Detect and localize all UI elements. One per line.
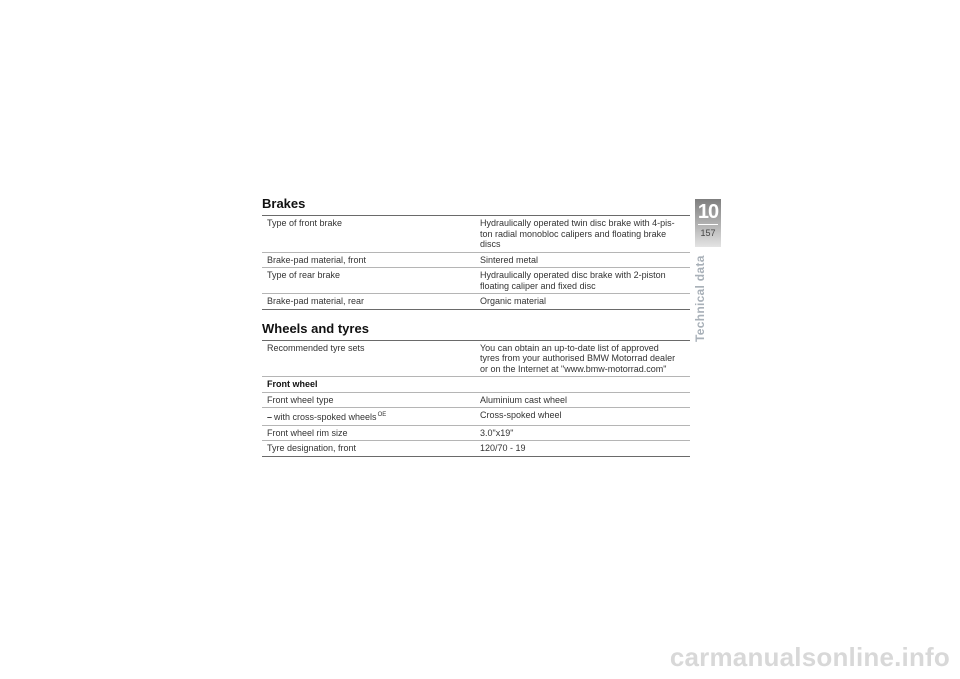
table-row [262,340,690,377]
chapter-number: 10 [697,201,719,223]
row-value: Cross-spoked wheel [474,408,690,426]
page-number: 157 [700,228,716,238]
table-row [262,425,690,441]
oe-superscript: OE [377,412,387,418]
table-row [262,441,690,457]
row-value: You can obtain an up-to-date list of approved tyres from your authorised BMW Motorrad dealer or on the Internet at "www.bmw-motorrad.com" [474,340,690,377]
row-label: Brake-pad material, front [262,252,474,268]
brakes-title: Brakes [262,196,306,211]
brakes-table [262,215,690,310]
table-row [262,268,690,294]
table-row [262,252,690,268]
chapter-tab [695,199,721,247]
row-label: Front wheel rim size [262,425,474,441]
row-label: Tyre designation, front [262,441,474,457]
row-label-text: with cross-spoked wheels [274,412,377,422]
watermark: carmanualsonline.info [669,642,950,672]
table-row [262,408,690,426]
document-content [262,195,690,457]
table-row [262,392,690,408]
tab-divider [698,224,718,225]
row-value: Hydraulically operated twin disc brake with 4-pis- ton radial monobloc calipers and floating brake discs [474,216,690,253]
row-value: Hydraulically operated disc brake with 2-piston floating caliper and fixed disc [474,268,690,294]
row-value: 3.0"x19" [474,425,690,441]
table-row [262,377,690,393]
row-value: 120/70 - 19 [474,441,690,457]
front-wheel-heading: Front wheel [262,377,690,393]
dash-bullet: – [267,412,273,422]
wheels-table [262,340,690,457]
row-label [262,408,474,426]
row-value: Organic material [474,294,690,310]
row-label: Recommended tyre sets [262,340,474,377]
row-label: Brake-pad material, rear [262,294,474,310]
wheels-title: Wheels and tyres [262,320,369,336]
table-row [262,216,690,253]
section-side-label: Technical data [693,255,707,342]
row-label: Type of front brake [262,216,474,253]
row-value: Sintered metal [474,252,690,268]
row-label: Type of rear brake [262,268,474,294]
row-value: Aluminium cast wheel [474,392,690,408]
table-row [262,294,690,310]
row-label: Front wheel type [262,392,474,408]
